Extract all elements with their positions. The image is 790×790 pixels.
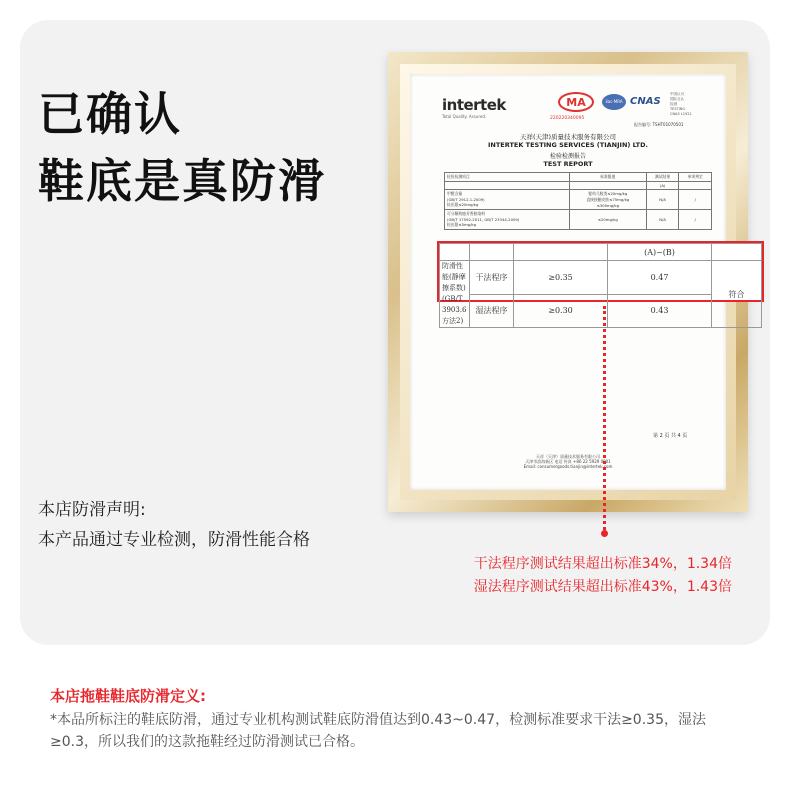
highlighted-slip-result [437, 241, 764, 325]
cma-mark-icon: MA [558, 92, 594, 112]
report-number: 报告编号: TSHT01070501 [634, 122, 684, 127]
verdict: 符合 [712, 261, 762, 328]
dry-limit: ≥0.35 [514, 261, 608, 295]
report-title-en: TEST REPORT [543, 160, 593, 168]
company-name-cn: 天祥(天津)质量技术服务有限公司 [519, 133, 617, 141]
dry-result-note: 干法程序测试结果超出标准34%，1.34倍 [473, 556, 732, 572]
report-results-table [444, 172, 712, 230]
table-row [440, 261, 762, 295]
dry-result: 0.47 [608, 261, 712, 295]
table-row: 甲醛含量 (GB/T 2912.1-2009) 检出限≤20mg/kg 婴幼儿鞋类≤20mg/kg 直接接触皮肤≤75mg/kg ≤300mg/kg N/A / [445, 190, 712, 210]
company-name-en: INTERTEK TESTING SERVICES (TIANJIN) LTD. [488, 141, 648, 149]
headline-line2: 鞋底是真防滑 [38, 154, 326, 208]
table-header-row: (A)~(B) [440, 244, 762, 261]
report-footer: 天祥（天津）质量技术服务有限公司 天津市滨海新区 电话 传真 +86 22 5929 0001 Email: consumergoods.tianjin@intertek.com [523, 454, 613, 469]
cnas-side-text: 中国认可 国际互认 检测 TESTING CNAS L1921 [670, 92, 692, 116]
table-subheader-row: (A) [445, 182, 712, 190]
intertek-logo: intertek [442, 96, 506, 114]
slip-test-label: 防滑性能(静摩擦系数) (GB/T 3903.6 方法2) [440, 261, 470, 328]
table-header-row: 检验检测项目 标准限值 测试结果 单项判定 [445, 173, 712, 182]
wet-limit: ≥0.30 [514, 294, 608, 328]
declaration-title: 本店防滑声明: [38, 500, 146, 520]
cnas-mark-icon: CNAS [630, 96, 661, 107]
wet-result: 0.43 [608, 294, 712, 328]
wet-result-note: 湿法程序测试结果超出标准43%，1.43倍 [473, 579, 732, 595]
wet-method-label: 湿法程序 [470, 294, 514, 328]
connector-dot-icon [601, 530, 608, 537]
cma-number: 220220340095 [550, 116, 585, 121]
dotted-connector [603, 306, 606, 530]
slip-test-table [439, 243, 762, 328]
dry-method-label: 干法程序 [470, 261, 514, 295]
definition-body: *本品所标注的鞋底防滑，通过专业机构测试鞋底防滑值达到0.43~0.47，检测标准要求干法≥0.35，湿法≥0.3，所以我们的这款拖鞋经过防滑测试已合格。 [50, 712, 706, 750]
page-number: 第 2 页 共 4 页 [653, 433, 688, 439]
report-title-cn: 检验检测报告 [549, 153, 586, 160]
headline-line1: 已确认 [38, 87, 182, 141]
intertek-tagline: Total Quality. Assured. [442, 114, 487, 119]
definition-title: 本店拖鞋鞋底防滑定义: [50, 687, 206, 705]
declaration-body: 本产品通过专业检测，防滑性能合格 [38, 530, 310, 550]
ilac-mra-icon: ilac-MRA [602, 94, 626, 110]
table-row: 可分解致癌芳香胺染料 (GB/T 17592-2011, GB/T 23344-2009) 检出限≤5mg/kg ≤20mg/kg N/A / [445, 210, 712, 230]
